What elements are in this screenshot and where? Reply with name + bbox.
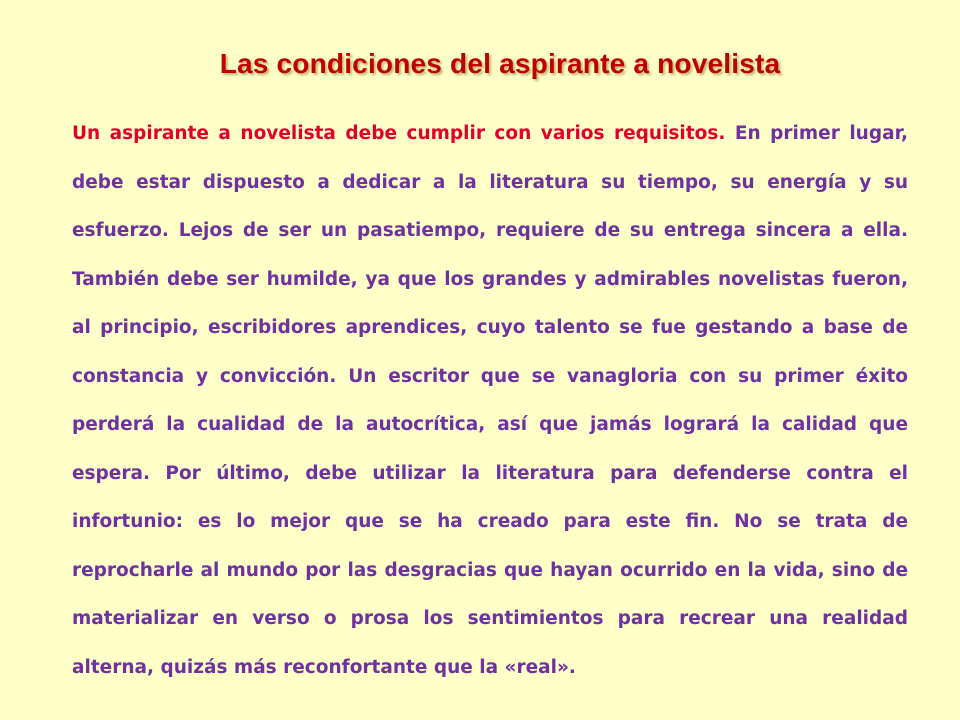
- lead-sentence: Un aspirante a novelista debe cumplir con varios requisitos.: [72, 123, 726, 144]
- slide-body-paragraph: [72, 110, 908, 692]
- body-text: En primer lugar, debe estar dispuesto a dedicar a la literatura su tiempo, su energía y su esfuerzo. Lejos de ser un pasatiempo, requiere de su entrega sincera a ella. También debe ser humilde, ya que los grandes y admirables novelistas fueron, al principio, escribidores aprendices, cuyo talento se fue gestando a base de constancia y convicción. Un escritor que se vanagloria con su primer éxito perderá la cualidad de la autocrítica, así que jamás logrará la calidad que espera. Por último, debe utilizar la literatura para defenderse contra el infortunio: es lo mejor que se ha creado para este fin. No se trata de reprocharle al mundo por las desgracias que hayan ocurrido en la vida, sino de materializar en verso o prosa los sentimientos para recrear una realidad alterna, quizás más reconfortante que la «real».: [72, 123, 908, 678]
- slide-title: Las condiciones del aspirante a novelista: [219, 48, 781, 79]
